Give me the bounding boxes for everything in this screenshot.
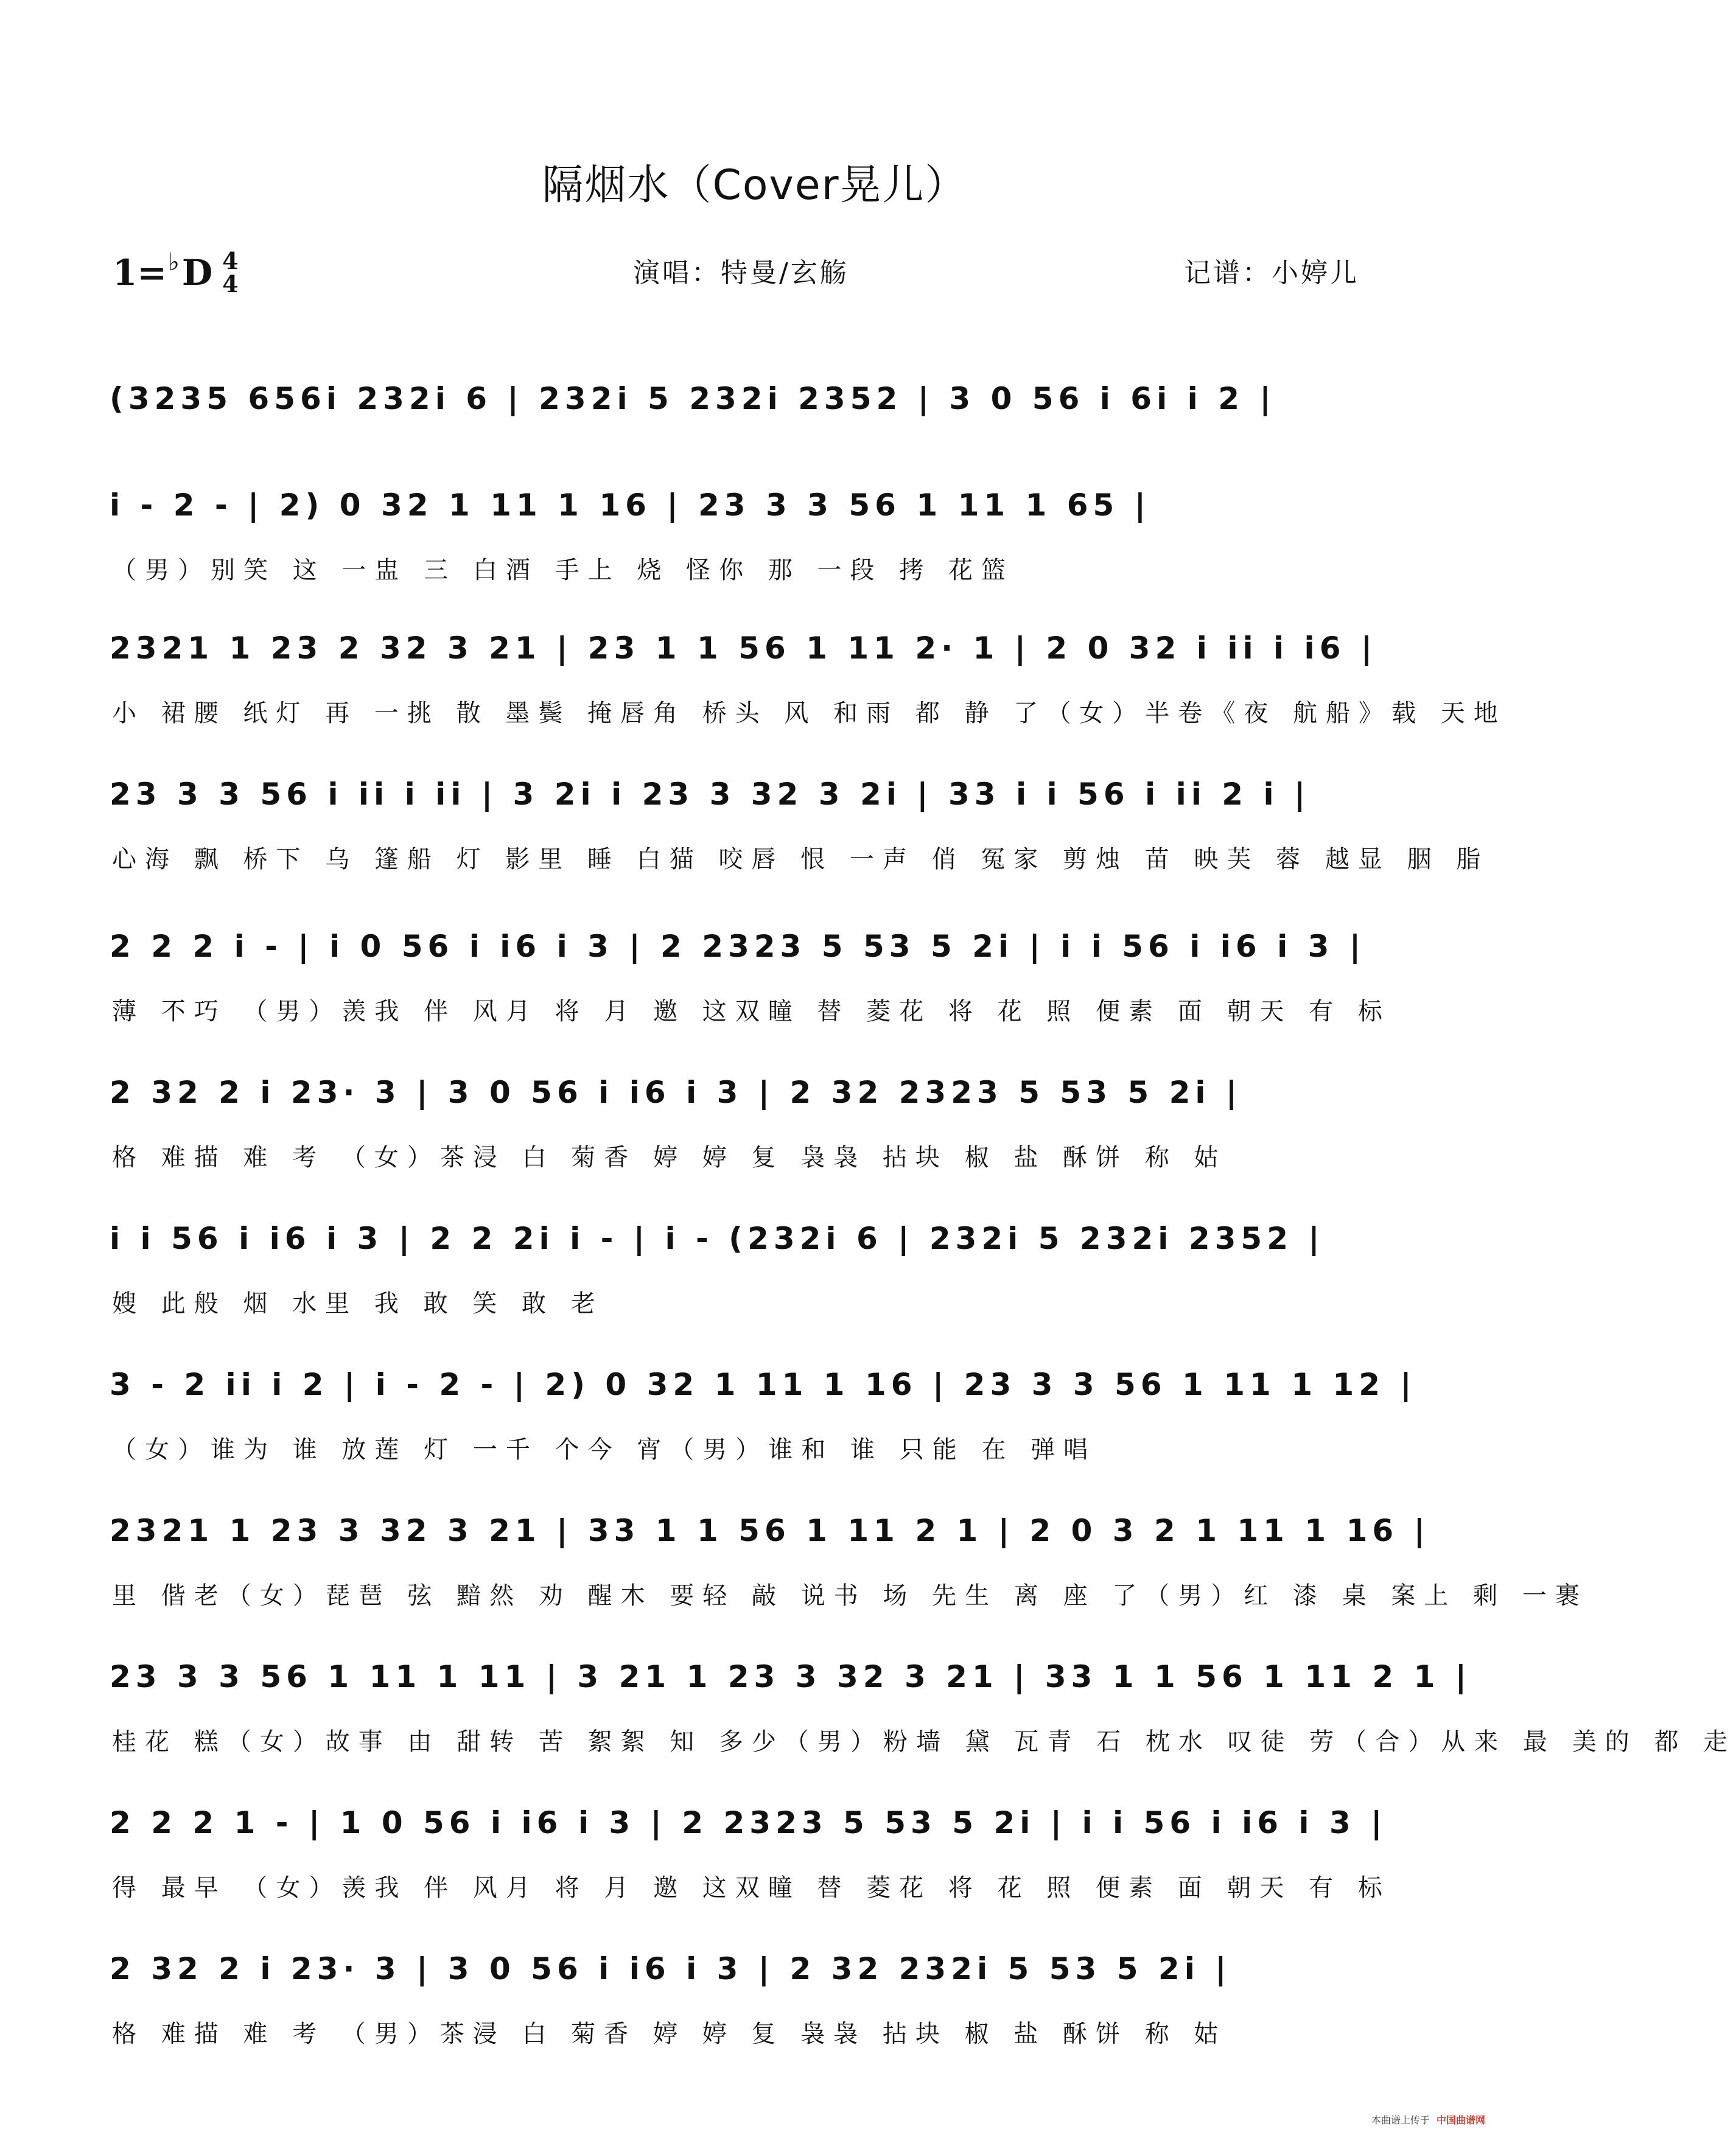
notes-line: i i 56 i i6 i 3 | 2 2 2i i - | i - (232i 6 | 232i 5 232i 2352 | — [110, 1221, 1325, 1256]
score-system — [110, 1217, 1388, 1319]
lyrics-line: 格 难描 难 考 （女）茶浸 白 菊香 婷 婷 复 袅袅 拈块 椒 盐 酥饼 称 姑 — [112, 1144, 1227, 1172]
score-system — [110, 484, 1388, 585]
flat-sign: ♭ — [167, 247, 180, 276]
notes-line: 23 3 3 56 i ii i ii | 3 2i i 23 3 32 3 2i | 33 i i 56 i ii 2 i | — [110, 777, 1311, 812]
lyrics-line: 得 最早 （女）羡我 伴 风月 将 月 邀 这双瞳 替 菱花 将 花 照 便素 面 朝天 有 标 — [112, 1874, 1391, 1902]
score-system — [110, 1509, 1588, 1611]
score-system — [110, 773, 1489, 875]
notes-line: 2321 1 23 3 32 3 21 | 33 1 1 56 1 11 2 1 | 2 0 3 2 1 11 1 16 | — [110, 1513, 1430, 1548]
score-system — [110, 1363, 1416, 1465]
key-prefix: 1= — [113, 252, 167, 293]
notes-line: i - 2 - | 2) 0 32 1 11 1 16 | 23 3 3 56 1 11 1 65 | — [110, 487, 1151, 523]
lyrics-line: 格 难描 难 考 （男）茶浸 白 菊香 婷 婷 复 袅袅 拈块 椒 盐 酥饼 称 姑 — [112, 2020, 1227, 2048]
notes-line: 3 - 2 ii i 2 | i - 2 - | 2) 0 32 1 11 1 16 | 23 3 3 56 1 11 1 12 | — [110, 1367, 1416, 1402]
lyrics-line: 小 裙腰 纸灯 再 一挑 散 墨鬓 掩唇角 桥头 风 和雨 都 静 了（女）半卷《夜 航船》载 天地 — [112, 699, 1507, 727]
footer-text: 本曲谱上传于 — [1371, 2114, 1430, 2126]
score-system — [110, 1655, 1736, 1757]
singer-credit: 演唱：特曼/玄觞 — [633, 257, 849, 288]
lyrics-line: 嫂 此般 烟 水里 我 敢 笑 敢 老 — [112, 1290, 604, 1318]
notes-line: 2 2 2 i - | i 0 56 i i6 i 3 | 2 2323 5 53 5 2i | i i 56 i i6 i 3 | — [110, 929, 1366, 964]
score-system — [110, 377, 1388, 444]
transcriber-credit: 记谱：小婷儿 — [1184, 257, 1359, 288]
score-system — [110, 1948, 1388, 2049]
lyrics-line: 心海 飘 桥下 乌 篷船 灯 影里 睡 白猫 咬唇 恨 一声 俏 冤家 剪烛 苗 映芙 蓉 越显 胭 脂 — [112, 845, 1489, 873]
notes-line: 2 2 2 1 - | 1 0 56 i i6 i 3 | 2 2323 5 53 5 2i | i i 56 i i6 i 3 | — [110, 1805, 1387, 1840]
notes-line: (3235 656i 232i 6 | 232i 5 232i 2352 | 3 0 56 i 6i i 2 | — [110, 381, 1276, 416]
score-system — [110, 1071, 1388, 1173]
score-title: 隔烟水（Cover晃儿） — [542, 161, 968, 209]
lyrics-line: 薄 不巧 （男）羡我 伴 风月 将 月 邀 这双瞳 替 菱花 将 花 照 便素 面 朝天 有 标 — [112, 998, 1391, 1026]
score-system — [110, 925, 1391, 1027]
notes-line: 2 32 2 i 23· 3 | 3 0 56 i i6 i 3 | 2 32 2323 5 53 5 2i | — [110, 1075, 1242, 1110]
score-system — [110, 1801, 1391, 1903]
time-signature-bottom: 4 — [222, 270, 239, 298]
lyrics-line: 桂花 糕（女）故事 由 甜转 苦 絮絮 知 多少（男）粉墙 黛 瓦青 石 枕水 叹徒 劳（合）从来 最 美的 都 走 — [112, 1728, 1736, 1756]
key-note: D — [181, 252, 213, 293]
lyrics-line: （女）谁为 谁 放莲 灯 一千 个今 宵（男）谁和 谁 只能 在 弹唱 — [112, 1436, 1097, 1464]
lyrics-line: 里 偕老（女）琵琶 弦 黯然 劝 醒木 要轻 敲 说书 场 先生 离 座 了（男）红 漆 桌 案上 剩 一裹 — [112, 1582, 1588, 1610]
score-system — [110, 627, 1507, 729]
site-footer — [1371, 2112, 1485, 2126]
key-signature — [113, 247, 239, 298]
notes-line: 2 32 2 i 23· 3 | 3 0 56 i i6 i 3 | 2 32 232i 5 53 5 2i | — [110, 1951, 1231, 1986]
site-logo: 中国曲谱网 — [1436, 2114, 1485, 2126]
lyrics-line: （男）别笑 这 一盅 三 白酒 手上 烧 怪你 那 一段 拷 花篮 — [112, 556, 1014, 584]
notes-line: 23 3 3 56 1 11 1 11 | 3 21 1 23 3 32 3 21 | 33 1 1 56 1 11 2 1 | — [110, 1659, 1472, 1694]
notes-line: 2321 1 23 2 32 3 21 | 23 1 1 56 1 11 2· 1 | 2 0 32 i ii i i6 | — [110, 631, 1377, 666]
time-signature-top: 4 — [222, 247, 239, 274]
time-signature — [222, 247, 239, 298]
